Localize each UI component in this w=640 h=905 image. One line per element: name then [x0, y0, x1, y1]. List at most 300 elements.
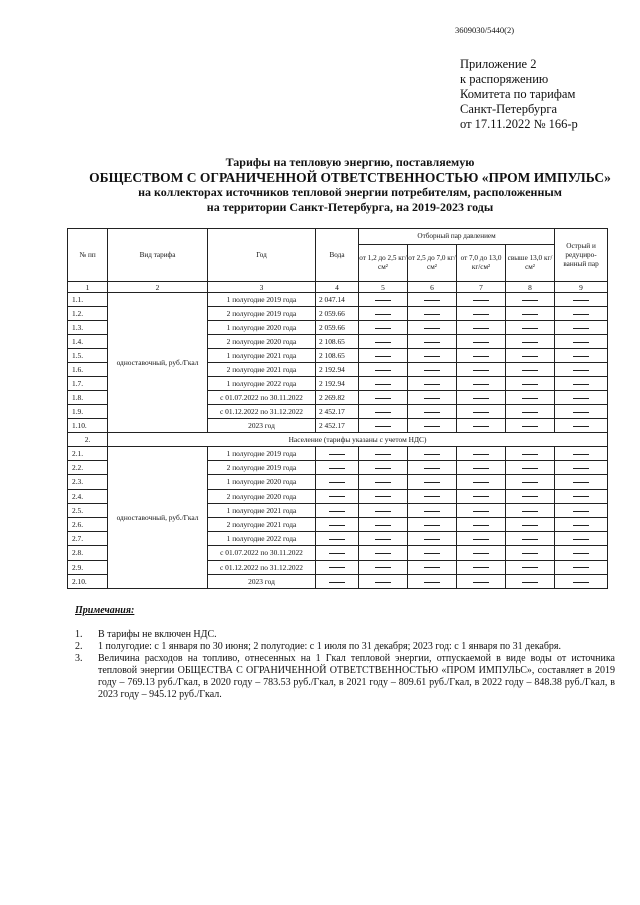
- dash-mark: [424, 328, 440, 329]
- empty-cell: [457, 293, 506, 307]
- empty-cell: [408, 461, 457, 475]
- empty-cell: [555, 321, 608, 335]
- empty-cell: [506, 391, 555, 405]
- row-number: 2.3.: [68, 475, 108, 489]
- empty-cell: [506, 546, 555, 560]
- dash-mark: [424, 370, 440, 371]
- period-cell: 1 полугодие 2020 года: [208, 475, 316, 489]
- empty-cell: [316, 503, 359, 517]
- dash-mark: [573, 300, 589, 301]
- dash-mark: [473, 582, 489, 583]
- appendix-line: Комитета по тарифам: [460, 87, 576, 101]
- dash-mark: [573, 496, 589, 497]
- empty-cell: [506, 349, 555, 363]
- dash-mark: [375, 525, 391, 526]
- note-number: 3.: [75, 653, 83, 664]
- empty-cell: [457, 560, 506, 574]
- dash-mark: [329, 539, 345, 540]
- dash-mark: [522, 511, 538, 512]
- dash-mark: [522, 384, 538, 385]
- note-text: В тарифы не включен НДС.: [98, 629, 217, 640]
- dash-mark: [522, 525, 538, 526]
- empty-cell: [506, 461, 555, 475]
- dash-mark: [573, 567, 589, 568]
- dash-mark: [473, 356, 489, 357]
- empty-cell: [316, 447, 359, 461]
- dash-mark: [473, 454, 489, 455]
- period-cell: с 01.12.2022 по 31.12.2022: [208, 405, 316, 419]
- period-cell: 1 полугодие 2019 года: [208, 293, 316, 307]
- dash-mark: [573, 328, 589, 329]
- empty-cell: [316, 461, 359, 475]
- dash-mark: [424, 582, 440, 583]
- dash-mark: [424, 496, 440, 497]
- dash-mark: [424, 468, 440, 469]
- dash-mark: [573, 525, 589, 526]
- dash-mark: [522, 412, 538, 413]
- row-number: 1.2.: [68, 307, 108, 321]
- dash-mark: [573, 426, 589, 427]
- dash-mark: [573, 539, 589, 540]
- dash-mark: [329, 482, 345, 483]
- document-title: [60, 155, 640, 215]
- empty-cell: [457, 546, 506, 560]
- note-item: [75, 629, 615, 641]
- empty-cell: [316, 574, 359, 588]
- empty-cell: [359, 321, 408, 335]
- empty-cell: [555, 391, 608, 405]
- water-value: 2 452.17: [316, 419, 359, 433]
- empty-cell: [408, 475, 457, 489]
- empty-cell: [457, 419, 506, 433]
- table-row: [68, 447, 608, 461]
- dash-mark: [375, 370, 391, 371]
- dash-mark: [375, 398, 391, 399]
- empty-cell: [457, 335, 506, 349]
- dash-mark: [375, 356, 391, 357]
- header-steam-4: свыше 13,0 кг/см²: [506, 245, 555, 282]
- row-number: 1.5.: [68, 349, 108, 363]
- header-steam-1: от 1,2 до 2,5 кг/см²: [359, 245, 408, 282]
- dash-mark: [473, 398, 489, 399]
- water-value: 2 108.65: [316, 349, 359, 363]
- dash-mark: [473, 525, 489, 526]
- period-cell: 2 полугодие 2020 года: [208, 489, 316, 503]
- dash-mark: [375, 539, 391, 540]
- period-cell: 1 полугодие 2019 года: [208, 447, 316, 461]
- header-water: Вода: [316, 229, 359, 282]
- header-live-steam: Острый и редуциро-ванный пар: [555, 229, 608, 282]
- period-cell: с 01.07.2022 по 30.11.2022: [208, 391, 316, 405]
- empty-cell: [457, 307, 506, 321]
- title-line: ОБЩЕСТВОМ С ОГРАНИЧЕННОЙ ОТВЕТСТВЕННОСТЬЮ «ПРОМ ИМПУЛЬС»: [89, 170, 611, 185]
- note-number: 1.: [75, 629, 83, 640]
- dash-mark: [375, 328, 391, 329]
- document-id: 3609030/5440(2): [455, 25, 515, 35]
- water-value: 2 047.14: [316, 293, 359, 307]
- water-value: 2 452.17: [316, 405, 359, 419]
- dash-mark: [473, 539, 489, 540]
- empty-cell: [408, 335, 457, 349]
- row-number: 1.7.: [68, 377, 108, 391]
- table-row: [68, 293, 608, 307]
- empty-cell: [408, 405, 457, 419]
- empty-cell: [408, 560, 457, 574]
- dash-mark: [473, 426, 489, 427]
- header-steam-3: от 7,0 до 13,0 кг/см²: [457, 245, 506, 282]
- title-line: на коллекторах источников тепловой энергии потребителям, расположенным: [138, 185, 562, 199]
- empty-cell: [506, 293, 555, 307]
- empty-cell: [359, 560, 408, 574]
- appendix-block: [460, 57, 578, 132]
- empty-cell: [359, 363, 408, 377]
- dash-mark: [375, 454, 391, 455]
- dash-mark: [573, 384, 589, 385]
- empty-cell: [457, 447, 506, 461]
- dash-mark: [522, 398, 538, 399]
- column-number: 2: [108, 282, 208, 293]
- dash-mark: [424, 482, 440, 483]
- dash-mark: [522, 496, 538, 497]
- dash-mark: [573, 482, 589, 483]
- dash-mark: [573, 454, 589, 455]
- dash-mark: [375, 300, 391, 301]
- column-number: 6: [408, 282, 457, 293]
- empty-cell: [555, 489, 608, 503]
- section-number: 2.: [68, 433, 108, 447]
- row-number: 2.10.: [68, 574, 108, 588]
- section-row: [68, 433, 608, 447]
- row-number: 2.2.: [68, 461, 108, 475]
- empty-cell: [506, 321, 555, 335]
- empty-cell: [359, 377, 408, 391]
- empty-cell: [408, 574, 457, 588]
- dash-mark: [375, 384, 391, 385]
- empty-cell: [457, 363, 506, 377]
- column-number: 9: [555, 282, 608, 293]
- row-number: 1.10.: [68, 419, 108, 433]
- empty-cell: [555, 461, 608, 475]
- dash-mark: [522, 426, 538, 427]
- dash-mark: [424, 300, 440, 301]
- empty-cell: [408, 447, 457, 461]
- empty-cell: [457, 517, 506, 531]
- empty-cell: [555, 293, 608, 307]
- header-kind: Вид тарифа: [108, 229, 208, 282]
- empty-cell: [408, 363, 457, 377]
- dash-mark: [424, 539, 440, 540]
- dash-mark: [329, 496, 345, 497]
- empty-cell: [359, 405, 408, 419]
- empty-cell: [457, 461, 506, 475]
- dash-mark: [424, 454, 440, 455]
- dash-mark: [424, 356, 440, 357]
- empty-cell: [359, 391, 408, 405]
- empty-cell: [457, 405, 506, 419]
- column-number: 7: [457, 282, 506, 293]
- empty-cell: [506, 405, 555, 419]
- dash-mark: [573, 468, 589, 469]
- empty-cell: [408, 321, 457, 335]
- empty-cell: [408, 377, 457, 391]
- header-steam-group: Отборный пар давлением: [359, 229, 555, 245]
- column-number: 1: [68, 282, 108, 293]
- column-number: 5: [359, 282, 408, 293]
- dash-mark: [375, 496, 391, 497]
- dash-mark: [522, 370, 538, 371]
- period-cell: 2023 год: [208, 419, 316, 433]
- note-item: [75, 653, 615, 701]
- dash-mark: [329, 454, 345, 455]
- section-label: Население (тарифы указаны с учетом НДС): [108, 433, 608, 447]
- dash-mark: [473, 300, 489, 301]
- empty-cell: [316, 532, 359, 546]
- empty-cell: [555, 447, 608, 461]
- dash-mark: [522, 567, 538, 568]
- tariff-kind: одноставочный, руб./Гкал: [108, 447, 208, 589]
- empty-cell: [359, 546, 408, 560]
- dash-mark: [375, 412, 391, 413]
- row-number: 2.1.: [68, 447, 108, 461]
- empty-cell: [359, 461, 408, 475]
- dash-mark: [573, 511, 589, 512]
- dash-mark: [573, 356, 589, 357]
- empty-cell: [555, 475, 608, 489]
- row-number: 1.1.: [68, 293, 108, 307]
- dash-mark: [375, 426, 391, 427]
- empty-cell: [457, 489, 506, 503]
- water-value: 2 192.94: [316, 377, 359, 391]
- header-steam-2: от 2,5 до 7,0 кг/см²: [408, 245, 457, 282]
- empty-cell: [506, 419, 555, 433]
- empty-cell: [457, 574, 506, 588]
- empty-cell: [457, 503, 506, 517]
- row-number: 2.9.: [68, 560, 108, 574]
- period-cell: 1 полугодие 2022 года: [208, 532, 316, 546]
- empty-cell: [506, 560, 555, 574]
- dash-mark: [522, 328, 538, 329]
- header-num: № пп: [68, 229, 108, 282]
- empty-cell: [359, 447, 408, 461]
- empty-cell: [555, 560, 608, 574]
- empty-cell: [555, 574, 608, 588]
- dash-mark: [329, 511, 345, 512]
- water-value: 2 269.82: [316, 391, 359, 405]
- dash-mark: [375, 342, 391, 343]
- dash-mark: [573, 398, 589, 399]
- empty-cell: [408, 419, 457, 433]
- empty-cell: [506, 377, 555, 391]
- row-number: 1.8.: [68, 391, 108, 405]
- dash-mark: [473, 370, 489, 371]
- empty-cell: [359, 293, 408, 307]
- empty-cell: [359, 517, 408, 531]
- column-number: 3: [208, 282, 316, 293]
- row-number: 2.5.: [68, 503, 108, 517]
- period-cell: 2023 год: [208, 574, 316, 588]
- dash-mark: [473, 342, 489, 343]
- empty-cell: [359, 489, 408, 503]
- dash-mark: [375, 567, 391, 568]
- empty-cell: [555, 419, 608, 433]
- note-number: 2.: [75, 641, 83, 652]
- notes-block: [75, 605, 615, 701]
- period-cell: 1 полугодие 2022 года: [208, 377, 316, 391]
- dash-mark: [473, 328, 489, 329]
- empty-cell: [506, 447, 555, 461]
- dash-mark: [522, 468, 538, 469]
- dash-mark: [424, 314, 440, 315]
- empty-cell: [408, 391, 457, 405]
- empty-cell: [359, 503, 408, 517]
- empty-cell: [359, 349, 408, 363]
- period-cell: 1 полугодие 2021 года: [208, 503, 316, 517]
- appendix-line: Приложение 2: [460, 57, 537, 71]
- water-value: 2 192.94: [316, 363, 359, 377]
- empty-cell: [555, 335, 608, 349]
- tariff-kind: одноставочный, руб./Гкал: [108, 293, 208, 433]
- dash-mark: [522, 314, 538, 315]
- period-cell: 2 полугодие 2021 года: [208, 517, 316, 531]
- appendix-line: к распоряжению: [460, 72, 549, 86]
- dash-mark: [424, 426, 440, 427]
- empty-cell: [555, 503, 608, 517]
- dash-mark: [424, 511, 440, 512]
- dash-mark: [573, 314, 589, 315]
- period-cell: 2 полугодие 2019 года: [208, 307, 316, 321]
- period-cell: 1 полугодие 2021 года: [208, 349, 316, 363]
- empty-cell: [359, 419, 408, 433]
- title-line: Тарифы на тепловую энергию, поставляемую: [225, 155, 475, 169]
- column-number: 4: [316, 282, 359, 293]
- note-item: [75, 641, 615, 653]
- empty-cell: [506, 475, 555, 489]
- dash-mark: [522, 482, 538, 483]
- dash-mark: [424, 342, 440, 343]
- empty-cell: [457, 377, 506, 391]
- period-cell: 2 полугодие 2021 года: [208, 363, 316, 377]
- row-number: 1.3.: [68, 321, 108, 335]
- title-line: на территории Санкт-Петербурга, на 2019-2023 годы: [206, 200, 494, 214]
- appendix-line: от 17.11.2022 № 166-р: [460, 117, 578, 131]
- empty-cell: [408, 293, 457, 307]
- dash-mark: [375, 468, 391, 469]
- empty-cell: [457, 321, 506, 335]
- row-number: 1.9.: [68, 405, 108, 419]
- dash-mark: [329, 567, 345, 568]
- empty-cell: [359, 532, 408, 546]
- empty-cell: [555, 546, 608, 560]
- dash-mark: [522, 356, 538, 357]
- dash-mark: [573, 342, 589, 343]
- note-text: Величина расходов на топливо, отнесенных на 1 Гкал тепловой энергии, отпускаемой в виде воды от источника тепловой энергии ОБЩЕСТВА С ОГРАНИЧЕННОЙ ОТВЕТСТВЕННОСТЬЮ «ПРОМ ИМПУЛЬС», составляет в 2019 году – 769.13 руб./Гкал, в 2020 году – 783.53 руб./Гкал, в 2021 году – 809.61 руб./Гкал, в 2022 году – 848.38 руб./Гкал, в 2023 году – 945.12 руб./Гкал.: [98, 653, 615, 700]
- dash-mark: [375, 553, 391, 554]
- empty-cell: [316, 475, 359, 489]
- empty-cell: [506, 335, 555, 349]
- empty-cell: [457, 532, 506, 546]
- dash-mark: [473, 553, 489, 554]
- header-year: Год: [208, 229, 316, 282]
- dash-mark: [522, 539, 538, 540]
- dash-mark: [375, 582, 391, 583]
- dash-mark: [329, 553, 345, 554]
- empty-cell: [408, 489, 457, 503]
- empty-cell: [316, 546, 359, 560]
- dash-mark: [424, 553, 440, 554]
- table-body: [68, 293, 608, 589]
- note-text: 1 полугодие: с 1 января по 30 июня; 2 полугодие: с 1 июля по 31 декабря; 2023 год: с 1 января по 31 декабря.: [98, 641, 562, 652]
- dash-mark: [473, 314, 489, 315]
- appendix-line: Санкт-Петербурга: [460, 102, 558, 116]
- dash-mark: [329, 582, 345, 583]
- empty-cell: [555, 363, 608, 377]
- empty-cell: [408, 532, 457, 546]
- empty-cell: [506, 307, 555, 321]
- empty-cell: [506, 503, 555, 517]
- water-value: 2 059.66: [316, 321, 359, 335]
- dash-mark: [375, 482, 391, 483]
- water-value: 2 108.65: [316, 335, 359, 349]
- empty-cell: [359, 335, 408, 349]
- period-cell: с 01.12.2022 по 31.12.2022: [208, 560, 316, 574]
- row-number: 2.4.: [68, 489, 108, 503]
- empty-cell: [359, 475, 408, 489]
- dash-mark: [424, 412, 440, 413]
- dash-mark: [522, 342, 538, 343]
- row-number: 2.7.: [68, 532, 108, 546]
- empty-cell: [555, 349, 608, 363]
- empty-cell: [555, 532, 608, 546]
- dash-mark: [473, 496, 489, 497]
- empty-cell: [457, 349, 506, 363]
- row-number: 2.6.: [68, 517, 108, 531]
- empty-cell: [316, 489, 359, 503]
- empty-cell: [359, 574, 408, 588]
- dash-mark: [473, 567, 489, 568]
- dash-mark: [329, 525, 345, 526]
- empty-cell: [457, 475, 506, 489]
- period-cell: 1 полугодие 2020 года: [208, 321, 316, 335]
- period-cell: с 01.07.2022 по 30.11.2022: [208, 546, 316, 560]
- empty-cell: [506, 489, 555, 503]
- empty-cell: [316, 517, 359, 531]
- dash-mark: [424, 398, 440, 399]
- empty-cell: [457, 391, 506, 405]
- dash-mark: [424, 567, 440, 568]
- dash-mark: [473, 482, 489, 483]
- dash-mark: [522, 454, 538, 455]
- dash-mark: [573, 412, 589, 413]
- empty-cell: [555, 517, 608, 531]
- empty-cell: [359, 307, 408, 321]
- dash-mark: [573, 582, 589, 583]
- empty-cell: [316, 560, 359, 574]
- tariff-table: [67, 228, 608, 589]
- dash-mark: [473, 468, 489, 469]
- row-number: 1.4.: [68, 335, 108, 349]
- dash-mark: [473, 511, 489, 512]
- empty-cell: [555, 405, 608, 419]
- empty-cell: [408, 349, 457, 363]
- dash-mark: [375, 511, 391, 512]
- empty-cell: [408, 307, 457, 321]
- empty-cell: [555, 377, 608, 391]
- empty-cell: [506, 517, 555, 531]
- period-cell: 2 полугодие 2020 года: [208, 335, 316, 349]
- dash-mark: [522, 553, 538, 554]
- water-value: 2 059.66: [316, 307, 359, 321]
- column-number-row: [68, 282, 608, 293]
